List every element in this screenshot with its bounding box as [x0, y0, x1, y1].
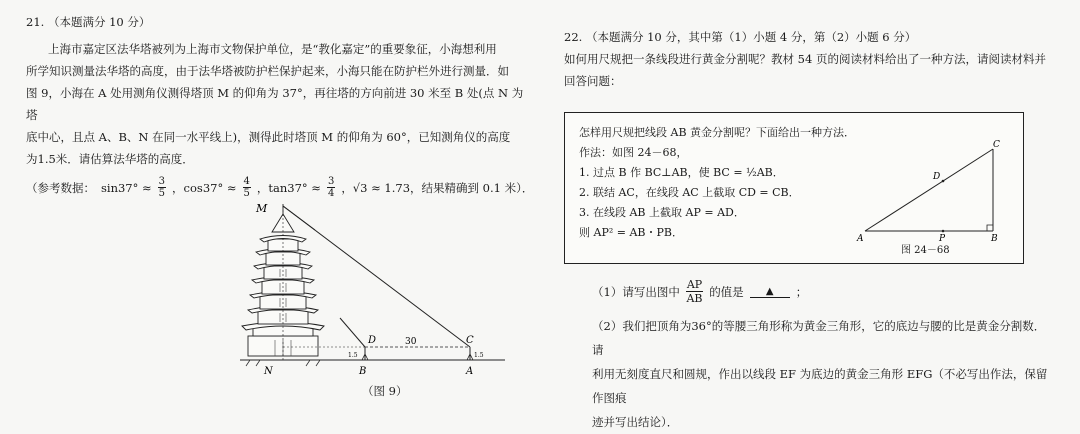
figure-9-pagoda-diagram	[220, 200, 520, 400]
q22-subquestion-1	[592, 278, 807, 305]
question-21	[26, 14, 534, 199]
q21-para-2: 所学知识测量法华塔的高度，由于法华塔被防护栏保护起来，小海只能在防护栏外进行测量．如	[26, 64, 509, 78]
box-line-2: 作法：如图 24－68，	[579, 146, 688, 159]
ref-sin-denominator: 5	[158, 188, 166, 199]
q21-para-5: 为1.5米．请估算法华塔的高度．	[26, 152, 194, 166]
q22-subquestion-2	[592, 314, 1052, 434]
label-n: N	[264, 366, 273, 377]
box-line-5: 3. 在线段 AB 上截取 AP = AD．	[579, 206, 745, 219]
sub1-prefix: （1）请写出图中	[592, 284, 680, 299]
q22-intro-1: 如何用尺规把一条线段进行黄金分割呢？教材 54 页的阅读材料给出了一种方法，请阅读材料并	[564, 52, 1046, 66]
label-height-b: 1.5	[348, 352, 358, 359]
sub2-line-1: （2）我们把顶角为36°的等腰三角形称为黄金三角形，它的底边与腰的比是黄金分割数．请	[592, 319, 1046, 357]
box-text	[579, 123, 859, 243]
sight-line-from-d	[340, 318, 365, 347]
sub2-line-2: 利用无刻度直尺和圆规，作出以线段 EF 为底边的黄金三角形 EFG（不必写出作法，保留作图痕	[592, 367, 1048, 405]
ref-sin-numerator: 3	[158, 176, 166, 187]
q21-header: 21. （本题满分 10 分）	[26, 15, 151, 29]
point-d	[942, 180, 945, 183]
label-a: A	[466, 366, 474, 377]
label-c: C	[466, 335, 474, 346]
ref-cos: ，cos37° ≈	[172, 180, 237, 195]
point-p	[942, 230, 945, 233]
right-angle-mark	[987, 225, 993, 231]
figure-9-caption: （图 9）	[362, 384, 408, 398]
q21-para-1: 上海市嘉定区法华塔被列为上海市文物保护单位，是“教化嘉定”的重要象征，小海想利用	[48, 42, 497, 56]
q21-reference-data	[26, 176, 534, 199]
label-d: D	[368, 335, 377, 346]
ref-sqrt: ，√3 ≈ 1.73，结果精确到 0.1 米）．	[341, 180, 534, 195]
label-b: B	[991, 234, 998, 244]
label-b: B	[359, 366, 367, 377]
reading-material-box	[564, 112, 1024, 264]
sub1-numerator: AP	[686, 278, 703, 291]
label-a: A	[857, 234, 864, 244]
ref-tan-denominator: 4	[327, 188, 335, 199]
sub1-suffix: 的值是	[709, 284, 744, 299]
ref-sin: sin37° ≈	[101, 180, 152, 195]
q21-para-4: 底中心，且点 A、B、N 在同一水平线上)，测得此时塔顶 M 的仰角为 60°，已知测角仪的高度	[26, 130, 511, 144]
label-c: C	[993, 140, 1000, 150]
sub1-denominator: AB	[686, 292, 703, 305]
ref-prefix: （参考数据：	[26, 180, 95, 195]
box-line-1: 怎样用尺规把线段 AB 黄金分割呢？下面给出一种方法．	[579, 126, 856, 139]
label-30: 30	[405, 337, 417, 347]
q22-intro-2: 回答问题：	[564, 74, 622, 88]
ref-tan: ，tan37° ≈	[256, 180, 321, 195]
label-d: D	[933, 172, 941, 182]
ref-cos-numerator: 4	[243, 176, 250, 187]
box-line-3: 1. 过点 B 作 BC⊥AB，使 BC = ½AB．	[579, 166, 784, 179]
sub1-end: ；	[795, 284, 808, 299]
label-height-a: 1.5	[474, 352, 484, 359]
ref-tan-numerator: 3	[327, 176, 335, 187]
ref-sin-fraction	[158, 176, 166, 199]
box-line-4: 2. 联结 AC，在线段 AC 上截取 CD = CB．	[579, 186, 800, 199]
segment-ac	[865, 149, 993, 231]
label-m: M	[256, 202, 268, 215]
box-line-6: 则 AP² = AB・PB．	[579, 226, 683, 239]
ground-hatch	[246, 360, 320, 366]
ref-cos-denominator: 5	[243, 188, 250, 199]
ref-cos-fraction	[243, 176, 251, 199]
label-p: P	[939, 234, 946, 244]
q21-para-3: 图 9，小海在 A 处用测角仪测得塔顶 M 的仰角为 37°，再往塔的方向前进 30 米至 B 处(点 N 为塔	[26, 86, 524, 122]
q22-header: 22. （本题满分 10 分，其中第（1）小题 4 分，第（2）小题 6 分）	[564, 30, 917, 44]
answer-blank[interactable]: ▲	[750, 286, 790, 298]
sub2-line-3: 迹并写出结论）．	[592, 415, 679, 429]
ref-tan-fraction	[327, 176, 335, 199]
figure-24-68-caption: 图 24－68	[901, 245, 950, 256]
figure-24-68-triangle	[855, 135, 1005, 255]
sub1-fraction	[686, 278, 703, 305]
question-22	[564, 26, 1064, 92]
